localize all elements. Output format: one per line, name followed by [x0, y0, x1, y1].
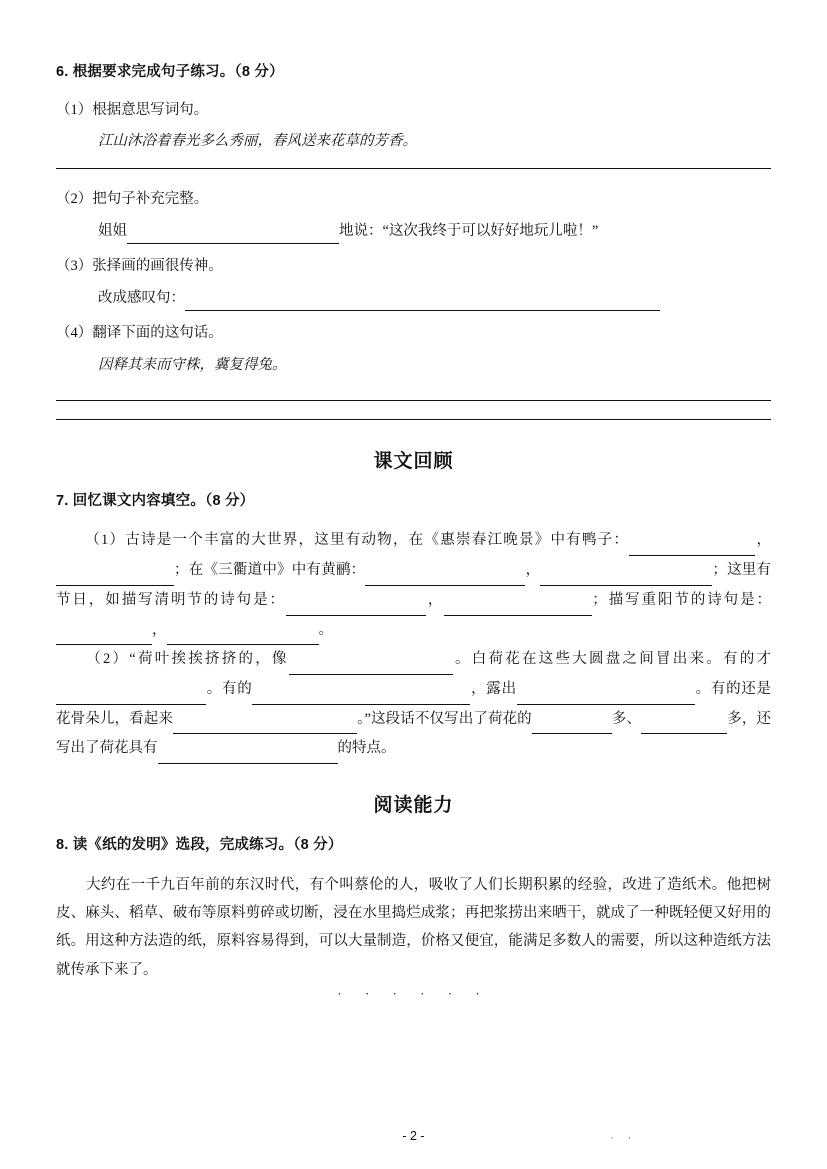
question-7-part-1: （1）古诗是一个丰富的大世界，这里有动物，在《惠崇春江晚景》中有鸭子： ，；在《三衢道中》中有黄鹂： ， ；这里有节日，如描写清明节的诗句是： ， ；描写重阳节的诗句是：， 。	[56, 526, 771, 645]
q7-1-seg6: ；描写重阳节的诗句是：	[592, 591, 772, 608]
answer-blank-7-1-h[interactable]	[167, 630, 319, 646]
question-8-heading: 8. 读《纸的发明》选段，完成练习。（8 分）	[56, 837, 343, 854]
answer-blank-7-1-d[interactable]	[540, 570, 712, 586]
question-7-heading: 7. 回忆课文内容填空。（8 分）	[56, 492, 255, 509]
section-title-reading: 阅读能力	[373, 795, 454, 817]
answer-blank-7-2-c[interactable]	[252, 689, 470, 705]
question-6-2-sentence	[56, 218, 771, 244]
question-6-1-label: （1）根据意思写词句。	[56, 101, 209, 118]
q7-2-seg1: （2）“荷叶挨挨挤挤的，像	[84, 651, 289, 668]
question-6-3-answer-row	[56, 285, 771, 311]
answer-blank-7-1-c[interactable]	[365, 570, 525, 586]
answer-blank-6-2[interactable]	[127, 229, 339, 245]
answer-blank-7-1-a[interactable]	[629, 541, 755, 557]
footer-marks: · ·	[610, 1133, 637, 1143]
q7-2-seg7: 多、	[611, 710, 642, 727]
q7-2-seg6: 。”这段话不仅写出了荷花的	[356, 710, 532, 727]
question-6-3-prompt: 改成感叹句：	[98, 289, 185, 306]
question-6-1-sentence: 江山沐浴着春光多么秀丽，春风送来花草的芳香。	[98, 133, 417, 150]
answer-blank-7-2-e[interactable]	[173, 719, 357, 735]
q7-2-seg5: 。有的还是花骨朵儿，看起来	[56, 681, 772, 727]
q7-1-seg5: ，	[425, 591, 445, 608]
answer-blank-7-2-b[interactable]	[56, 689, 206, 705]
answer-blank-7-1-f[interactable]	[444, 600, 592, 616]
question-6-4-label: （4）翻译下面的这句话。	[56, 324, 223, 341]
answer-blank-6-3[interactable]	[185, 295, 660, 311]
answer-line-6-4-a[interactable]	[56, 400, 771, 401]
question-6-2-text-after: 地说：“这次我终于可以好好地玩儿啦！”	[339, 223, 599, 240]
q7-2-seg4: ，露出	[470, 681, 517, 698]
question-6-2-label: （2）把句子补充完整。	[56, 191, 209, 208]
question-6-4-sentence: 因释其耒而守株，冀复得兔。	[98, 356, 287, 373]
answer-blank-7-2-d[interactable]	[517, 689, 695, 705]
passage-paragraph: 大约在一千九百年前的东汉时代，有个叫蔡伦的人，吸收了人们长期积累的经验，改进了造纸术。他把树皮、麻头、稻草、破布等原料剪碎或切断，浸在水里捣烂成浆；再把浆捞出来晒干，就成了一种既轻便又好用的纸。用这种方法造的纸，原料容易得到，可以大量制造，价格又便宜，能满足多数人的需要，所以这种造纸方法就传承下来了。	[56, 876, 771, 978]
question-7-part-2	[56, 645, 771, 764]
q7-2-seg8: 多，还写出了荷花具有	[56, 710, 772, 757]
page-number: - 2 -	[402, 1129, 425, 1143]
q7-2-seg9: 的特点。	[337, 740, 396, 757]
section-title-recall: 课文回顾	[373, 450, 454, 472]
q7-1-seg1: （1）古诗是一个丰富的大世界，这里有动物，在《惠崇春江晚景》中有鸭子：	[84, 532, 630, 549]
q7-1-seg8: 。	[318, 621, 333, 638]
question-8-passage	[56, 871, 771, 984]
q7-2-seg2: 。白荷花在这些大圆盘之间冒出来。有的才	[452, 651, 772, 668]
answer-blank-7-1-e[interactable]	[286, 600, 426, 616]
page-content	[56, 62, 771, 1002]
answer-blank-7-1-g[interactable]	[56, 630, 152, 646]
question-6-heading: 6. 根据要求完成句子练习。（8 分）	[56, 64, 284, 80]
q7-1-seg7: ，	[152, 621, 167, 638]
question-6-2-text-before: 姐姐	[98, 223, 127, 240]
q7-2-seg3: 。有的	[206, 681, 253, 698]
answer-blank-7-2-g[interactable]	[641, 719, 727, 735]
answer-blank-7-2-f[interactable]	[532, 719, 612, 735]
passage-emphasis-dots: · · · · · ·	[337, 986, 490, 1001]
answer-line-6-1[interactable]	[56, 168, 771, 169]
question-6-3-label: （3）张择画的画很传神。	[56, 258, 223, 275]
answer-blank-7-2-h[interactable]	[158, 749, 338, 765]
answer-blank-7-1-b[interactable]	[56, 570, 174, 586]
answer-line-6-4-b[interactable]	[56, 419, 771, 420]
q7-1-seg2: ；在《三衢道中》中有黄鹂：	[174, 562, 366, 579]
q7-1-seg3: ，	[525, 562, 541, 579]
q7-1-seg4: ；这里有节日，如描写清明节的诗句是：	[56, 562, 772, 608]
answer-blank-7-2-a[interactable]	[289, 660, 453, 676]
